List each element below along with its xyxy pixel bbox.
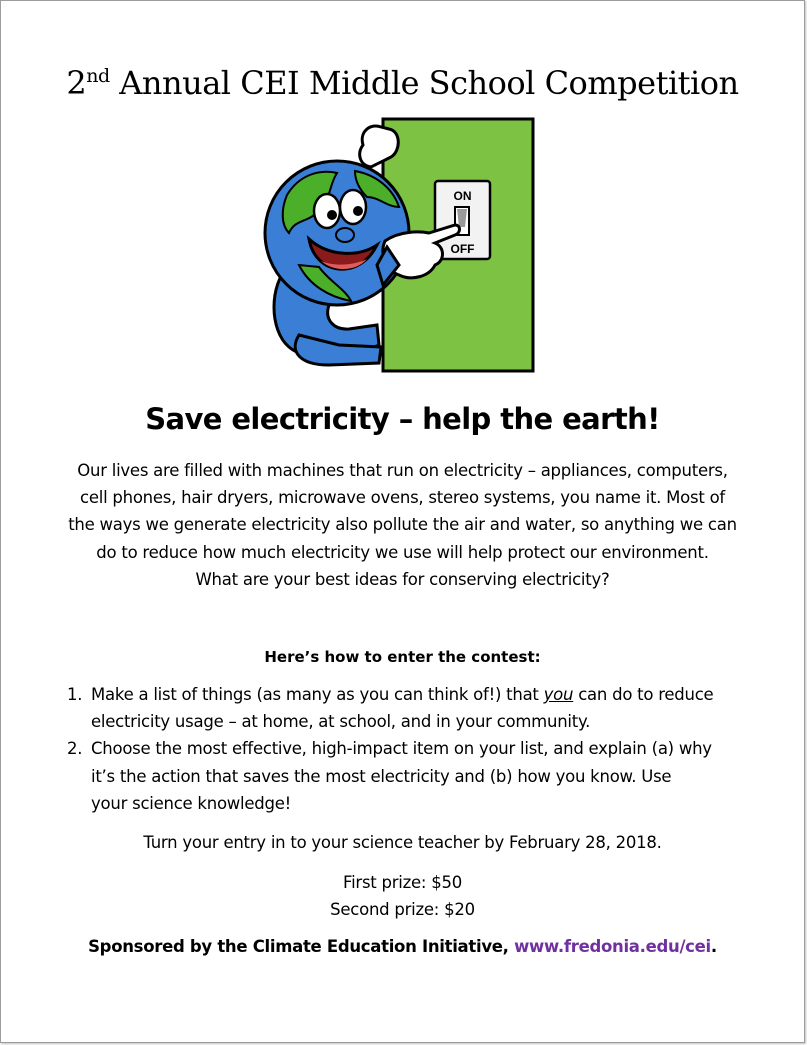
prizes bbox=[1, 869, 804, 923]
left-eye bbox=[314, 194, 340, 228]
step-item bbox=[63, 735, 764, 817]
deadline-text: Turn your entry in to your science teacher by February 28, 2018. bbox=[143, 833, 662, 852]
sponsor-link[interactable]: www.fredonia.edu/cei bbox=[514, 937, 711, 956]
right-pupil bbox=[353, 206, 363, 216]
step-text-before: Make a list of things (as many as you can think of!) that bbox=[91, 685, 544, 704]
switch-on-label: ON bbox=[453, 189, 472, 203]
second-prize: Second prize: $20 bbox=[330, 900, 475, 919]
step-number: 2. bbox=[67, 739, 83, 759]
intro-paragraph: Our lives are filled with machines that run on electricity – appliances, computers, cell phones, hair dryers, microwave ovens, stereo systems, you name it. Most of the ways we generate electricity also pollute the air and water, so anything we can do to reduce how much electricity we use will help protect our environment. What are your best ideas for conserving electricity? bbox=[68, 461, 737, 589]
sponsor-line bbox=[1, 933, 804, 960]
title-ordinal-suffix: nd bbox=[86, 65, 110, 87]
first-prize: First prize: $50 bbox=[343, 873, 462, 892]
step-text: Choose the most effective, high-impact item on your list, and explain (a) why it’s the action that saves the most electricity and (b) how you know. Use your science knowledge! bbox=[91, 739, 712, 813]
sponsor-end: . bbox=[710, 937, 717, 956]
earth-switch-illustration bbox=[259, 115, 539, 375]
flyer-title bbox=[1, 63, 804, 103]
step-number: 1. bbox=[67, 685, 83, 704]
title-text: Annual CEI Middle School Competition bbox=[109, 64, 739, 102]
right-eye bbox=[340, 190, 366, 224]
title-ordinal-number: 2 bbox=[66, 64, 87, 102]
step-text-after: can do to reduce electricity usage – at home, at school, and in your community. bbox=[91, 685, 714, 732]
how-to-enter-heading: Here’s how to enter the contest: bbox=[264, 648, 541, 666]
sponsor-text: Sponsored by the Climate Education Initiative, bbox=[88, 937, 515, 956]
left-pupil bbox=[327, 210, 337, 220]
switch-off-label: OFF bbox=[450, 242, 475, 256]
entry-steps bbox=[63, 681, 764, 817]
nose bbox=[336, 228, 354, 242]
headline: Save electricity – help the earth! bbox=[145, 402, 660, 436]
step-emphasis: you bbox=[543, 685, 574, 704]
step-item bbox=[63, 681, 764, 735]
